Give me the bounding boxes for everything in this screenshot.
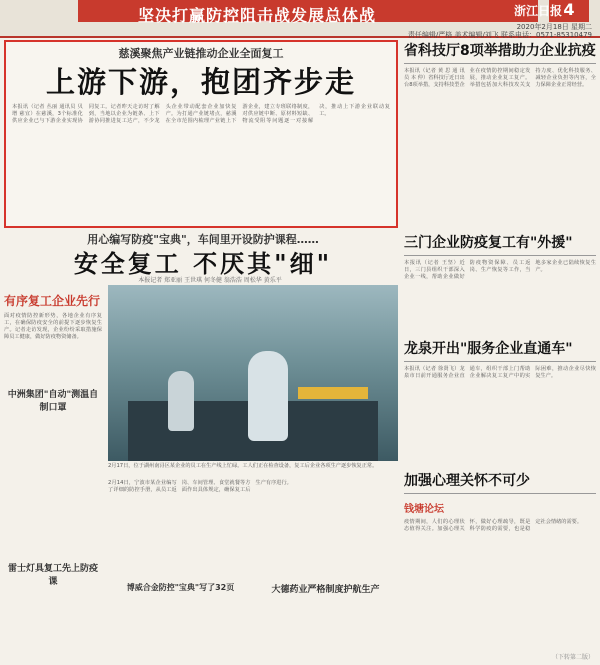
left-body: 面对疫情防控新形势，各地企业有序复工，在确保防疫安全的前提下逐步恢复生产。记者走访发现，企业纷纷采取措施保障员工健康，做好防疫物资储备。 xyxy=(4,313,102,340)
right-mid-story xyxy=(404,232,596,330)
lead-kicker: 慈溪聚焦产业链推动企业全面复工 xyxy=(118,47,284,60)
page-number: 4 xyxy=(549,0,589,22)
left-body-2 xyxy=(4,417,102,557)
masthead: 浙江日报 xyxy=(513,4,562,18)
editor-line: 责任编辑/严格 美术编辑/刘飞 联系电话：0571-85310479 xyxy=(407,31,592,39)
footer-note: （下转第二版） xyxy=(551,654,594,661)
right-bottom-body: 疫情期间，人们的心理状态值得关注。加强心理关怀，做好心理疏导，既是科学防疫的需要，也是稳定社会情绪的需要。 xyxy=(404,519,583,532)
page-header xyxy=(0,0,600,38)
right-mid-body: 本报讯（记者 王坚）近日，三门县组织干部深入企业一线，帮助企业做好防疫物资保障、员工返岗、生产恢复等工作，当地多家企业已陆续恢复生产。 xyxy=(404,260,596,280)
left-column xyxy=(4,292,102,587)
lead-body: 本报讯（记者 丛丽 通讯员 贝增 慈宜）在慈溪，3个标准化供应企业已与下游企业实现协同复工。记者昨天走访时了解到，当地以企业为链条、上下游协同推进复工达产，不少龙头企业带动配套企业加快复产。为打通产业链堵点，慈溪在全市范围内梳理产业链上下游企业，建立专班联络制度，对供应链中断、原材料短缺、物流受阻等问题逐一对接解决，推动上下游企业联动复工。 xyxy=(12,104,390,124)
bottom-sub2: 大德药业严格制度护航生产 xyxy=(271,585,380,595)
slogan: 坚决打赢防控阻击战发展总体战 xyxy=(138,6,377,25)
right-bottom-headline: 加强心理关怀不可少 xyxy=(404,470,596,494)
bottom-sub1: 博威合金防控"宝典"写了32页 xyxy=(126,583,235,592)
right-low-story xyxy=(404,338,596,456)
equipment-accent xyxy=(298,387,368,399)
photo-caption: 2月17日，位于湖州南浔区某企业的员工在生产线上忙碌。工人们正在检查设备，复工后企业各项生产逐步恢复正常。 xyxy=(108,463,378,469)
worker-figure xyxy=(248,351,288,441)
left-sub1: 中洲集团"自动"测温自制口罩 xyxy=(7,390,99,413)
right-top-story xyxy=(404,40,596,184)
lead-headline: 上游下游，抱团齐步走 xyxy=(45,65,356,99)
right-low-headline: 龙泉开出"服务企业直通车" xyxy=(404,338,596,362)
right-low-body: 本报讯（记者 徐贤飞）龙泉市日前开通服务企业直通车，组织干部上门帮助企业解决复工复产中的实际困难，推动企业尽快恢复生产。 xyxy=(404,366,596,379)
right-mid-headline: 三门企业防疫复工有"外援" xyxy=(404,232,596,256)
bottom-middle-body: 2月14日，宁波市某企业编写了详细的防控手册，从员工返岗、车间管理、食堂就餐等方面作出具体规定，确保复工后生产有序进行。 xyxy=(108,480,292,493)
bottom-middle xyxy=(108,480,398,660)
worker-figure-2 xyxy=(168,371,194,431)
column-name: 钱塘论坛 xyxy=(404,504,444,515)
lead-story xyxy=(4,40,398,228)
factory-photo xyxy=(108,285,398,461)
right-top-body: 本报讯（记者 黄 思 通 讯 员 本 仲）省科技厅近日出台8项举措，支持科技型企业在疫情防控期间稳定发展，推动企业复工复产。举措包括加大科技攻关支持力度、优化科技服务、减轻企业负担等内容，全力保障企业正常经营。 xyxy=(404,68,596,88)
date-line xyxy=(408,23,592,39)
middle-kicker: 用心编写防疫"宝典"，车间里开设防护课程…… xyxy=(87,233,319,246)
middle-headline: 安全复工 不厌其"细" xyxy=(73,249,333,278)
right-top-headline: 省科技厅8项举措助力企业抗疫 xyxy=(404,40,596,64)
date: 2020年2月18日 星期二 xyxy=(516,23,592,31)
bottom-subheads xyxy=(108,582,398,595)
left-headline: 有序复工企业先行 xyxy=(4,294,101,308)
middle-byline: 本报记者 郑亚丽 王世琪 何冬健 翁浩浩 周松华 黄乐平 xyxy=(138,277,282,284)
left-sub2: 雷士灯具复工先上防疫课 xyxy=(7,564,98,587)
right-bottom-story xyxy=(404,470,596,659)
